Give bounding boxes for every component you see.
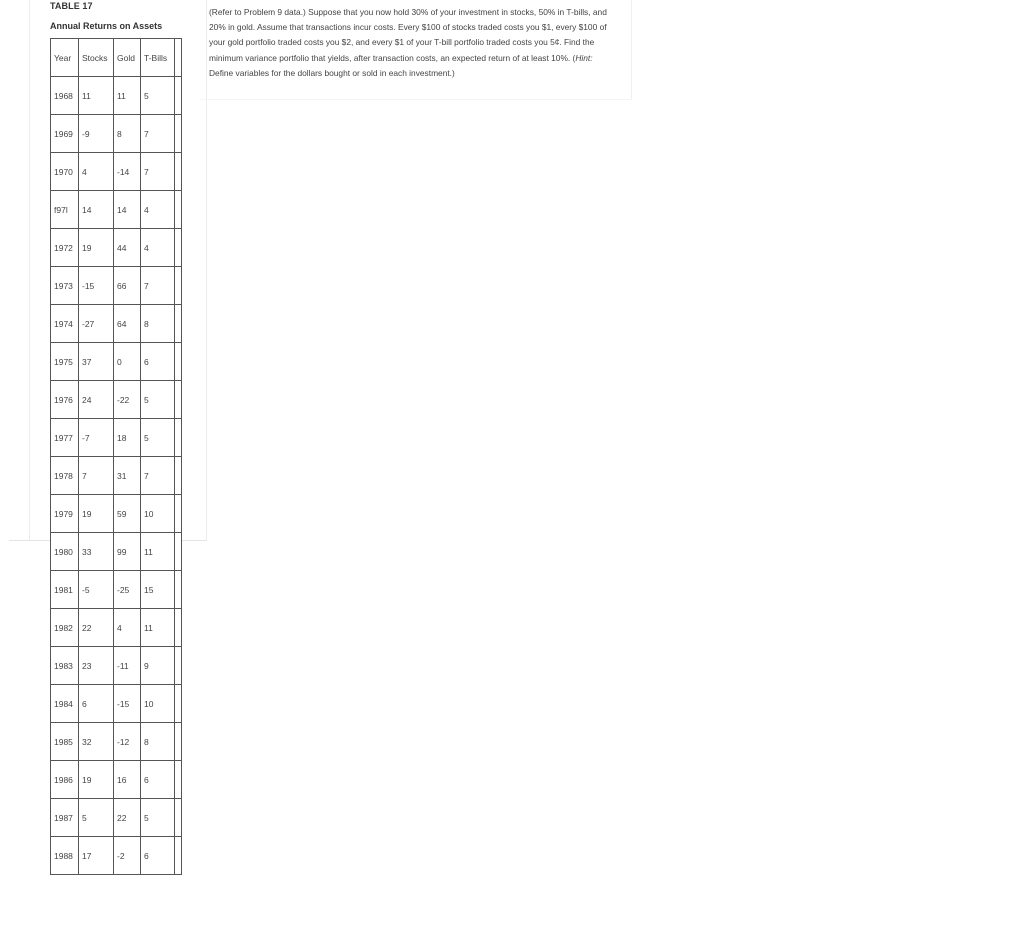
cell-tbills: 11 — [141, 609, 175, 647]
table-row — [51, 153, 182, 191]
cell-gold: 14 — [114, 191, 141, 229]
cell-gold: 8 — [114, 115, 141, 153]
table-edge-cell — [175, 647, 182, 685]
table-subtitle: Annual Returns on Assets — [50, 21, 163, 31]
table-edge-cell — [175, 533, 182, 571]
cell-tbills: 10 — [141, 495, 175, 533]
cell-stocks: 33 — [79, 533, 114, 571]
cell-tbills: 15 — [141, 571, 175, 609]
table-row — [51, 761, 182, 799]
cell-year: 1975 — [51, 343, 79, 381]
cell-tbills: 6 — [141, 761, 175, 799]
table-edge-cell — [175, 799, 182, 837]
cell-tbills: 8 — [141, 305, 175, 343]
cell-year: 1987 — [51, 799, 79, 837]
cell-year: 1973 — [51, 267, 79, 305]
table-row — [51, 571, 182, 609]
cell-stocks: 24 — [79, 381, 114, 419]
cell-stocks: 22 — [79, 609, 114, 647]
table-title: TABLE 17 — [50, 1, 93, 11]
cell-year: 1979 — [51, 495, 79, 533]
table-row — [51, 77, 182, 115]
table-edge-cell — [175, 267, 182, 305]
cell-tbills: 7 — [141, 153, 175, 191]
table-edge-cell — [175, 761, 182, 799]
cell-stocks: 7 — [79, 457, 114, 495]
cell-year: 1976 — [51, 381, 79, 419]
table-row — [51, 723, 182, 761]
table-edge-cell — [175, 495, 182, 533]
cell-tbills: 5 — [141, 799, 175, 837]
cell-gold: 4 — [114, 609, 141, 647]
problem-panel-edge — [631, 0, 632, 99]
cell-gold: 18 — [114, 419, 141, 457]
cell-year: 1974 — [51, 305, 79, 343]
cell-stocks: 19 — [79, 229, 114, 267]
cell-tbills: 9 — [141, 647, 175, 685]
problem-panel-bottom — [200, 99, 632, 100]
table-edge-cell — [175, 457, 182, 495]
cell-tbills: 6 — [141, 343, 175, 381]
cell-tbills: 11 — [141, 533, 175, 571]
cell-tbills: 5 — [141, 419, 175, 457]
cell-gold: 16 — [114, 761, 141, 799]
cell-stocks: -9 — [79, 115, 114, 153]
cell-stocks: 4 — [79, 153, 114, 191]
cell-tbills: 10 — [141, 685, 175, 723]
cell-gold: -12 — [114, 723, 141, 761]
header-gold: Gold — [114, 39, 141, 77]
cell-gold: 59 — [114, 495, 141, 533]
cell-gold: -25 — [114, 571, 141, 609]
table-header-row — [51, 39, 182, 77]
annual-returns-table — [50, 38, 182, 875]
table-edge-cell — [175, 39, 182, 77]
table-row — [51, 191, 182, 229]
cell-gold: 0 — [114, 343, 141, 381]
cell-stocks: -15 — [79, 267, 114, 305]
cell-year: 1970 — [51, 153, 79, 191]
cell-tbills: 8 — [141, 723, 175, 761]
table-row — [51, 533, 182, 571]
cell-year: 1980 — [51, 533, 79, 571]
cell-tbills: 7 — [141, 457, 175, 495]
table-row — [51, 685, 182, 723]
cell-stocks: 23 — [79, 647, 114, 685]
cell-gold: -14 — [114, 153, 141, 191]
cell-tbills: 7 — [141, 267, 175, 305]
cell-gold: 31 — [114, 457, 141, 495]
table-row — [51, 419, 182, 457]
table-row — [51, 381, 182, 419]
cell-stocks: -27 — [79, 305, 114, 343]
table-row — [51, 799, 182, 837]
table-edge-cell — [175, 419, 182, 457]
cell-gold: 64 — [114, 305, 141, 343]
table-edge-cell — [175, 381, 182, 419]
cell-tbills: 7 — [141, 115, 175, 153]
hint-label: Hint: — [575, 52, 593, 63]
table-row — [51, 457, 182, 495]
cell-stocks: 11 — [79, 77, 114, 115]
table-row — [51, 305, 182, 343]
header-stocks: Stocks — [79, 39, 114, 77]
cell-stocks: 14 — [79, 191, 114, 229]
header-tbills: T-Bills — [141, 39, 175, 77]
cell-stocks: 32 — [79, 723, 114, 761]
cell-tbills: 4 — [141, 191, 175, 229]
cell-year: 1968 — [51, 77, 79, 115]
cell-year: 1984 — [51, 685, 79, 723]
table-edge-cell — [175, 153, 182, 191]
cell-year: 1981 — [51, 571, 79, 609]
table-edge-cell — [175, 191, 182, 229]
cell-stocks: -5 — [79, 571, 114, 609]
cell-year: 1972 — [51, 229, 79, 267]
problem-statement — [209, 5, 609, 81]
cell-gold: 44 — [114, 229, 141, 267]
cell-year: 1988 — [51, 837, 79, 875]
header-year: Year — [51, 39, 79, 77]
cell-gold: -11 — [114, 647, 141, 685]
table-edge-cell — [175, 571, 182, 609]
table-edge-cell — [175, 723, 182, 761]
table-edge-cell — [175, 685, 182, 723]
cell-year: 1978 — [51, 457, 79, 495]
table-edge-cell — [175, 305, 182, 343]
cell-tbills: 5 — [141, 381, 175, 419]
table-row — [51, 267, 182, 305]
table-edge-cell — [175, 609, 182, 647]
cell-gold: 11 — [114, 77, 141, 115]
cell-year: 1985 — [51, 723, 79, 761]
cell-stocks: 19 — [79, 761, 114, 799]
problem-intro: (Refer to Problem 9 data.) Suppose that you now hold 30% of your investment in stocks, 50% in T-bills, and 20% in gold. Assume that transactions incur costs. Every $100 of stocks traded costs you $1, every $100 of your gold portfolio traded costs you $2, and every $1 of your T-bill portfolio traded costs you 5¢. Find the minimum variance portfolio that yields, after transaction costs, an expected return of at least 10%. ( — [209, 7, 607, 63]
hint-text: Define variables for the dollars bought or sold in each investment.) — [209, 67, 455, 78]
cell-year: 1977 — [51, 419, 79, 457]
cell-year: 1983 — [51, 647, 79, 685]
cell-gold: -22 — [114, 381, 141, 419]
table-row — [51, 647, 182, 685]
cell-stocks: 6 — [79, 685, 114, 723]
cell-year: 1969 — [51, 115, 79, 153]
table-edge-cell — [175, 837, 182, 875]
cell-stocks: 37 — [79, 343, 114, 381]
cell-stocks: 17 — [79, 837, 114, 875]
table-row — [51, 609, 182, 647]
table-row — [51, 343, 182, 381]
cell-year: 1986 — [51, 761, 79, 799]
table-edge-cell — [175, 77, 182, 115]
table-row — [51, 495, 182, 533]
cell-gold: 66 — [114, 267, 141, 305]
cell-tbills: 6 — [141, 837, 175, 875]
cell-gold: 22 — [114, 799, 141, 837]
cell-year: f97l — [51, 191, 79, 229]
table-row — [51, 837, 182, 875]
cell-stocks: 19 — [79, 495, 114, 533]
table-row — [51, 229, 182, 267]
table-edge-cell — [175, 229, 182, 267]
table-edge-cell — [175, 343, 182, 381]
cell-gold: -2 — [114, 837, 141, 875]
cell-gold: 99 — [114, 533, 141, 571]
cell-stocks: 5 — [79, 799, 114, 837]
table-edge-cell — [175, 115, 182, 153]
cell-gold: -15 — [114, 685, 141, 723]
table-row — [51, 115, 182, 153]
cell-stocks: -7 — [79, 419, 114, 457]
cell-tbills: 4 — [141, 229, 175, 267]
cell-tbills: 5 — [141, 77, 175, 115]
cell-year: 1982 — [51, 609, 79, 647]
